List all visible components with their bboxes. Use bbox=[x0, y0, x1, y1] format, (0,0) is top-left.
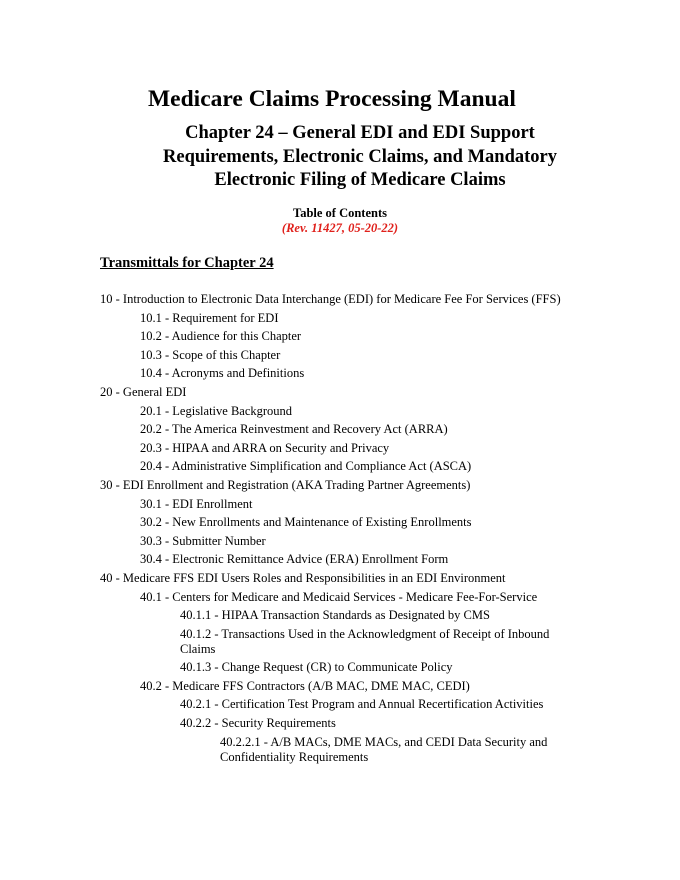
toc-entry[interactable]: 40.2.1 - Certification Test Program and Annual Recertification Activities bbox=[180, 697, 544, 712]
toc-entry[interactable]: 20.2 - The America Reinvestment and Recovery Act (ARRA) bbox=[140, 422, 448, 437]
toc-entry[interactable]: 20 - General EDI bbox=[100, 384, 187, 399]
toc-entry[interactable]: 20.4 - Administrative Simplification and Compliance Act (ASCA) bbox=[140, 459, 472, 474]
toc-entry[interactable]: 10 - Introduction to Electronic Data Interchange (EDI) for Medicare Fee For Services (FFS) bbox=[100, 292, 561, 306]
revision-note: (Rev. 11427, 05-20-22) bbox=[281, 221, 399, 235]
toc-entry[interactable]: 10.1 - Requirement for EDI bbox=[140, 310, 279, 325]
toc-entry[interactable]: 20.1 - Legislative Background bbox=[140, 403, 293, 418]
toc-entry[interactable]: 10.4 - Acronyms and Definitions bbox=[140, 366, 305, 381]
toc-entry[interactable]: 10.3 - Scope of this Chapter bbox=[140, 347, 281, 362]
transmittals-link[interactable]: Transmittals for Chapter 24 bbox=[100, 255, 274, 271]
toc-entry[interactable]: 30 - EDI Enrollment and Registration (AKA Trading Partner Agreements) bbox=[100, 477, 471, 492]
toc-entry[interactable]: 40.1 - Centers for Medicare and Medicaid Services - Medicare Fee-For-Service bbox=[140, 589, 538, 604]
chapter-title-line: Electronic Filing of Medicare Claims bbox=[214, 170, 506, 190]
toc-entry[interactable]: 40 - Medicare FFS EDI Users Roles and Responsibilities in an EDI Environment bbox=[100, 570, 506, 585]
toc-heading: Table of Contents bbox=[293, 206, 387, 220]
chapter-title-line: Chapter 24 – General EDI and EDI Support bbox=[185, 123, 535, 143]
toc-entry[interactable]: 20.3 - HIPAA and ARRA on Security and Privacy bbox=[140, 440, 390, 455]
chapter-title-line: Requirements, Electronic Claims, and Mandatory bbox=[163, 146, 557, 167]
chapter-title bbox=[120, 122, 600, 193]
toc-entry[interactable]: 30.1 - EDI Enrollment bbox=[140, 496, 253, 511]
toc-entry[interactable]: 40.2 - Medicare FFS Contractors (A/B MAC, DME MAC, CEDI) bbox=[140, 678, 470, 693]
toc-entry[interactable]: 40.2.2 - Security Requirements bbox=[180, 716, 336, 731]
toc-entry[interactable]: 30.3 - Submitter Number bbox=[140, 533, 266, 548]
toc-entry[interactable]: 30.2 - New Enrollments and Maintenance of Existing Enrollments bbox=[140, 515, 472, 530]
toc-entry[interactable]: 40.1.3 - Change Request (CR) to Communicate Policy bbox=[180, 660, 453, 675]
toc-entry[interactable]: 40.2.2.1 - A/B MACs, DME MACs, and CEDI Data Security and Confidentiality Requirements bbox=[220, 734, 548, 764]
toc-entry[interactable]: 40.1.1 - HIPAA Transaction Standards as Designated by CMS bbox=[180, 608, 490, 623]
table-of-contents bbox=[100, 292, 580, 768]
toc-entry[interactable]: 40.1.2 - Transactions Used in the Acknowledgment of Receipt of Inbound Claims bbox=[180, 626, 550, 656]
toc-entry[interactable]: 10.2 - Audience for this Chapter bbox=[140, 329, 302, 344]
manual-title: Medicare Claims Processing Manual bbox=[148, 86, 516, 112]
toc-entry[interactable]: 30.4 - Electronic Remittance Advice (ERA) Enrollment Form bbox=[140, 552, 449, 567]
